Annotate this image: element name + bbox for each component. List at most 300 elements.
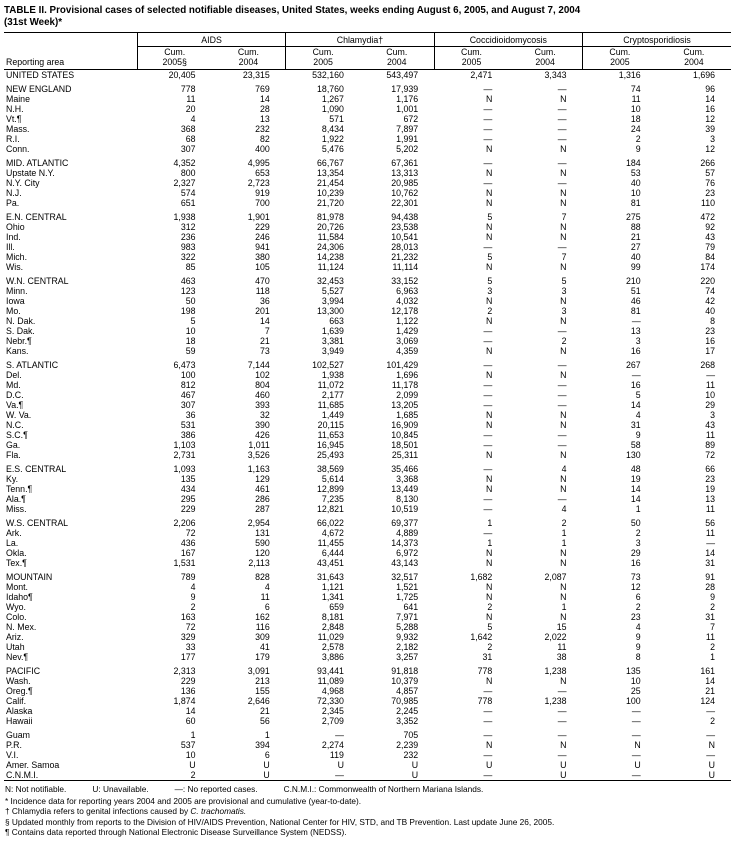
value-cell: 789 — [180, 572, 196, 582]
value-cell: 210 — [626, 276, 641, 286]
value-cell: 3,381 — [321, 336, 344, 346]
reporting-area-cell: Nebr.¶ — [6, 336, 32, 346]
value-cell: 5 — [561, 276, 567, 286]
value-cell: 8,130 — [396, 494, 419, 504]
value-cell: 2 — [561, 518, 567, 528]
value-cell: 1,093 — [173, 464, 196, 474]
table-row — [4, 158, 731, 168]
value-cell: 21,232 — [391, 252, 419, 262]
value-cell: 800 — [180, 168, 196, 178]
value-cell: 14,238 — [317, 252, 344, 262]
value-cell: — — [483, 730, 493, 740]
value-cell: 91,818 — [391, 666, 419, 676]
reporting-area-cell: Vt.¶ — [6, 114, 22, 124]
reporting-area-cell: N.J. — [6, 188, 22, 198]
value-cell: N — [560, 94, 567, 104]
value-cell: 232 — [403, 750, 419, 760]
value-cell: 28 — [705, 582, 715, 592]
value-cell: 5 — [487, 622, 493, 632]
reporting-area-cell: Va.¶ — [6, 400, 24, 410]
col-header-coccidioidomycosis-cum-2005: Cum. 2005 — [434, 47, 508, 70]
value-cell: 155 — [255, 686, 270, 696]
value-cell: 12 — [705, 114, 715, 124]
value-cell: 6,963 — [396, 286, 419, 296]
value-cell: 40 — [630, 178, 641, 188]
value-cell: 56 — [259, 716, 270, 726]
value-cell: 1,874 — [173, 696, 196, 706]
footnote-section: § Updated monthly from reports to the Division of HIV/AIDS Prevention, National Center for HIV, STD, and TB Prevention. Last update June 26, 2005. — [5, 816, 555, 827]
value-cell: 21,454 — [317, 178, 344, 188]
value-cell: N — [560, 592, 567, 602]
value-cell: 229 — [180, 676, 196, 686]
value-cell: 43 — [705, 232, 715, 242]
table-row — [4, 390, 731, 400]
value-cell: 12,899 — [317, 484, 344, 494]
value-cell: 295 — [180, 494, 196, 504]
value-cell: 11 — [705, 380, 715, 390]
value-cell: 2,245 — [396, 706, 419, 716]
value-cell: 3 — [635, 538, 641, 548]
value-cell: 436 — [180, 538, 196, 548]
col-header-aids-cum-2005: Cum. 2005§ — [137, 47, 211, 70]
value-cell: 21 — [630, 232, 641, 242]
value-cell: 2,954 — [247, 518, 270, 528]
table-row — [4, 504, 731, 514]
value-cell: — — [706, 706, 715, 716]
value-cell: 53 — [630, 168, 641, 178]
table-row — [4, 198, 731, 208]
value-cell: 72,330 — [317, 696, 344, 706]
value-cell: N — [485, 474, 493, 484]
value-cell: 651 — [180, 198, 196, 208]
value-cell: 4 — [635, 410, 641, 420]
value-cell: 161 — [700, 666, 715, 676]
reporting-area-cell: Maine — [6, 94, 30, 104]
table-row — [4, 612, 731, 622]
value-cell: 18,501 — [391, 440, 419, 450]
value-cell: — — [631, 370, 641, 380]
value-cell: 4 — [190, 114, 196, 124]
table-row — [4, 188, 731, 198]
reporting-area-cell: Conn. — [6, 144, 30, 154]
value-cell: N — [485, 410, 493, 420]
reporting-area-cell: MOUNTAIN — [6, 572, 53, 582]
table-row — [4, 548, 731, 558]
value-cell: — — [483, 84, 493, 94]
value-cell: 12 — [705, 144, 715, 154]
value-cell: 2 — [635, 528, 641, 538]
table-row — [4, 676, 731, 686]
value-cell: 84 — [705, 252, 715, 262]
value-cell: — — [706, 750, 715, 760]
value-cell: 9 — [190, 592, 196, 602]
reporting-area-cell: Ky. — [6, 474, 19, 484]
value-cell: 3,352 — [396, 716, 419, 726]
value-cell: 705 — [403, 730, 419, 740]
reporting-area-cell: NEW ENGLAND — [6, 84, 72, 94]
value-cell: 12,821 — [317, 504, 344, 514]
value-cell: 81,978 — [317, 212, 344, 222]
value-cell: 24,306 — [317, 242, 344, 252]
value-cell: 58 — [630, 440, 641, 450]
value-cell: 31 — [630, 420, 641, 430]
value-cell: 8 — [635, 652, 641, 662]
value-cell: N — [485, 548, 493, 558]
value-cell: — — [557, 390, 567, 400]
value-cell: U — [708, 760, 715, 770]
value-cell: 7 — [710, 622, 715, 632]
reporting-area-cell: N. Dak. — [6, 316, 36, 326]
reporting-area-cell: S.C.¶ — [6, 430, 28, 440]
value-cell: N — [560, 420, 567, 430]
value-cell: 4,968 — [321, 686, 344, 696]
reporting-area-cell: Alaska — [6, 706, 33, 716]
value-cell: 66,767 — [317, 158, 344, 168]
value-cell: 1,901 — [247, 212, 270, 222]
value-cell: U — [485, 760, 493, 770]
value-cell: 5,476 — [321, 144, 344, 154]
value-cell: 25,311 — [391, 450, 419, 460]
value-cell: 16 — [705, 336, 715, 346]
value-cell: 6 — [264, 602, 270, 612]
value-cell: 13,300 — [317, 306, 344, 316]
column-group-header-row — [4, 33, 731, 47]
value-cell: — — [557, 326, 567, 336]
value-cell: 672 — [403, 114, 419, 124]
value-cell: N — [560, 168, 567, 178]
legend-cnmi: C.N.M.I.: Commonwealth of Northern Mariana Islands. — [283, 784, 484, 794]
value-cell: 50 — [630, 518, 641, 528]
value-cell: 10 — [185, 326, 196, 336]
value-cell: 27 — [630, 242, 641, 252]
value-cell: 4 — [561, 464, 567, 474]
value-cell: 110 — [700, 198, 715, 208]
value-cell: 3,994 — [321, 296, 344, 306]
value-cell: 3 — [710, 410, 715, 420]
table-row — [4, 440, 731, 450]
table-row — [4, 222, 731, 232]
reporting-area-cell: Md. — [6, 380, 21, 390]
value-cell: 33 — [185, 642, 196, 652]
table-row — [4, 326, 731, 336]
reporting-area-cell: Calif. — [6, 696, 27, 706]
table-row — [4, 494, 731, 504]
table-title-line1: TABLE II. Provisional cases of selected notifiable diseases, United States, weeks ending August 6, 2005, and August 7, 2004 — [4, 5, 581, 16]
value-cell: 3,069 — [396, 336, 419, 346]
value-cell: 941 — [255, 242, 270, 252]
value-cell: N — [485, 612, 493, 622]
value-cell: 8,434 — [321, 124, 344, 134]
value-cell: 13,313 — [391, 168, 419, 178]
value-cell: N — [560, 548, 567, 558]
value-cell: 11,124 — [317, 262, 344, 272]
value-cell: 2,274 — [321, 740, 344, 750]
value-cell: 11,072 — [317, 380, 344, 390]
value-cell: 1,163 — [247, 464, 270, 474]
value-cell: 68 — [185, 134, 196, 144]
value-cell: U — [560, 770, 567, 780]
value-cell: 20,985 — [391, 178, 419, 188]
value-cell: 177 — [180, 652, 196, 662]
value-cell: U — [411, 760, 419, 770]
value-cell: 10,762 — [391, 188, 419, 198]
value-cell: 14 — [630, 400, 641, 410]
table-title-line2: (31st Week)* — [4, 16, 63, 28]
reporting-area-cell: S. Dak. — [6, 326, 35, 336]
value-cell: 434 — [180, 484, 196, 494]
value-cell: 18,760 — [317, 84, 344, 94]
value-cell: N — [560, 370, 567, 380]
value-cell: N — [485, 296, 493, 306]
value-cell: 16 — [705, 104, 715, 114]
value-cell: 20,115 — [317, 420, 344, 430]
table-row — [4, 750, 731, 760]
value-cell: U — [337, 760, 344, 770]
value-cell: 82 — [259, 134, 270, 144]
value-cell: 663 — [329, 316, 344, 326]
value-cell: 32,453 — [317, 276, 344, 286]
value-cell: 21 — [259, 706, 270, 716]
table-row — [4, 592, 731, 602]
table-row — [4, 296, 731, 306]
value-cell: 1,639 — [321, 326, 344, 336]
value-cell: 5 — [487, 252, 493, 262]
col-header-chlamydia-cum-2004: Cum. 2004 — [360, 47, 434, 70]
reporting-area-cell: Ohio — [6, 222, 25, 232]
value-cell: 72 — [185, 622, 196, 632]
table-row — [4, 144, 731, 154]
value-cell: — — [557, 114, 567, 124]
value-cell: 4 — [264, 582, 270, 592]
value-cell: — — [557, 242, 567, 252]
value-cell: 9,932 — [396, 632, 419, 642]
value-cell: N — [485, 222, 493, 232]
table-row — [4, 484, 731, 494]
value-cell: 1,429 — [396, 326, 419, 336]
value-cell: 118 — [255, 286, 270, 296]
value-cell: 3 — [487, 286, 493, 296]
value-cell: 2 — [487, 642, 493, 652]
value-cell: — — [557, 104, 567, 114]
value-cell: 19 — [630, 474, 641, 484]
value-cell: N — [560, 346, 567, 356]
group-header-cryptosporidiosis — [583, 33, 731, 47]
value-cell: 2,313 — [173, 666, 196, 676]
value-cell: N — [634, 740, 641, 750]
value-cell: 10 — [630, 676, 641, 686]
value-cell: N — [560, 450, 567, 460]
value-cell: 700 — [255, 198, 270, 208]
reporting-area-cell: W. Va. — [6, 410, 32, 420]
value-cell: 13,205 — [391, 400, 419, 410]
value-cell: 6,972 — [396, 548, 419, 558]
value-cell: — — [483, 686, 493, 696]
table-row — [4, 286, 731, 296]
table-row — [4, 518, 731, 528]
value-cell: 40 — [705, 306, 715, 316]
reporting-area-cell: Guam — [6, 730, 30, 740]
value-cell: — — [631, 730, 641, 740]
value-cell: — — [483, 114, 493, 124]
col-header-aids-cum-2004: Cum. 2004 — [212, 47, 286, 70]
value-cell: 124 — [700, 696, 715, 706]
value-cell: 14 — [705, 548, 715, 558]
value-cell: — — [483, 464, 493, 474]
value-cell: 17,939 — [391, 84, 419, 94]
value-cell: 3 — [561, 286, 567, 296]
value-cell: 74 — [630, 84, 641, 94]
value-cell: 1,696 — [396, 370, 419, 380]
col-header-cryptosporidiosis-cum-2005: Cum. 2005 — [583, 47, 657, 70]
value-cell: 31 — [482, 652, 493, 662]
value-cell: 2 — [710, 602, 715, 612]
value-cell: 10,379 — [391, 676, 419, 686]
value-cell: 14 — [705, 676, 715, 686]
value-cell: N — [485, 558, 493, 568]
value-cell: 9 — [710, 592, 715, 602]
reporting-area-cell: Mass. — [6, 124, 30, 134]
value-cell: N — [485, 346, 493, 356]
value-cell: N — [485, 740, 493, 750]
group-label-aids: AIDS — [201, 34, 222, 45]
reporting-area-cell: S. ATLANTIC — [6, 360, 59, 370]
value-cell: 467 — [180, 390, 196, 400]
value-cell: — — [557, 84, 567, 94]
value-cell: 38,569 — [317, 464, 344, 474]
value-cell: 390 — [255, 420, 270, 430]
value-cell: 1,531 — [173, 558, 196, 568]
value-cell: 1,238 — [544, 696, 567, 706]
value-cell: N — [560, 262, 567, 272]
value-cell: 17 — [705, 346, 715, 356]
value-cell: 99 — [630, 262, 641, 272]
value-cell: 286 — [255, 494, 270, 504]
table-row — [4, 642, 731, 652]
reporting-area-cell: Amer. Samoa — [6, 760, 60, 770]
col-header-coccidioidomycosis-cum-2004: Cum. 2004 — [508, 47, 582, 70]
value-cell: 85 — [185, 262, 196, 272]
value-cell: 5 — [487, 212, 493, 222]
table-row — [4, 178, 731, 188]
value-cell: 2,709 — [321, 716, 344, 726]
value-cell: 29 — [705, 400, 715, 410]
value-cell: N — [708, 740, 715, 750]
value-cell: — — [631, 316, 641, 326]
value-cell: 394 — [255, 740, 270, 750]
value-cell: 10 — [705, 390, 715, 400]
value-cell: 41 — [259, 642, 270, 652]
value-cell: — — [557, 158, 567, 168]
value-cell: — — [483, 400, 493, 410]
value-cell: 38 — [556, 652, 567, 662]
value-cell: 12 — [630, 582, 641, 592]
reporting-area-cell: Tex.¶ — [6, 558, 27, 568]
value-cell: 532,160 — [312, 70, 344, 80]
value-cell: 32 — [259, 410, 270, 420]
value-cell: 1 — [264, 730, 270, 740]
value-cell: — — [483, 504, 493, 514]
value-cell: 9 — [635, 430, 641, 440]
value-cell: 3,368 — [396, 474, 419, 484]
value-cell: 386 — [180, 430, 196, 440]
value-cell: — — [483, 770, 493, 780]
value-cell: N — [560, 582, 567, 592]
value-cell: 2 — [190, 770, 196, 780]
col-header-cryptosporidiosis-cum-2004: Cum. 2004 — [657, 47, 731, 70]
value-cell: 470 — [255, 276, 270, 286]
reporting-area-cell: C.N.M.I. — [6, 770, 39, 780]
value-cell: 2,731 — [173, 450, 196, 460]
value-cell: 2,087 — [544, 572, 567, 582]
value-cell: N — [485, 188, 493, 198]
reporting-area-cell: E.N. CENTRAL — [6, 212, 67, 222]
value-cell: 135 — [180, 474, 196, 484]
value-cell: 59 — [185, 346, 196, 356]
value-cell: 8,181 — [321, 612, 344, 622]
value-cell: 60 — [185, 716, 196, 726]
reporting-area-cell: PACIFIC — [6, 666, 41, 676]
value-cell: 11,653 — [317, 430, 344, 440]
value-cell: 2,723 — [247, 178, 270, 188]
value-cell: — — [483, 494, 493, 504]
value-cell: 307 — [180, 144, 196, 154]
reporting-area-cell: Ala.¶ — [6, 494, 26, 504]
reporting-area-cell: D.C. — [6, 390, 24, 400]
reporting-area-cell: N.H. — [6, 104, 24, 114]
table-row — [4, 168, 731, 178]
value-cell: 11,455 — [317, 538, 344, 548]
value-cell: 73 — [630, 572, 641, 582]
value-cell: 201 — [255, 306, 270, 316]
value-cell: — — [557, 380, 567, 390]
value-cell: 1,011 — [248, 440, 270, 450]
value-cell: N — [485, 144, 493, 154]
value-cell: 2,646 — [247, 696, 270, 706]
reporting-area-cell: Mich. — [6, 252, 28, 262]
value-cell: 31 — [705, 612, 715, 622]
value-cell: 69,377 — [391, 518, 419, 528]
value-cell: — — [557, 686, 567, 696]
value-cell: 28 — [259, 104, 270, 114]
value-cell: 66 — [705, 464, 715, 474]
value-cell: 2 — [487, 602, 493, 612]
value-cell: 309 — [255, 632, 270, 642]
value-cell: 20 — [185, 104, 196, 114]
table-row — [4, 572, 731, 582]
value-cell: 3,257 — [396, 652, 419, 662]
reporting-area-cell: Kans. — [6, 346, 29, 356]
value-cell: 1 — [561, 528, 567, 538]
value-cell: 2 — [710, 642, 715, 652]
value-cell: 11 — [557, 642, 567, 652]
value-cell: 56 — [705, 518, 715, 528]
value-cell: — — [483, 360, 493, 370]
table-body — [4, 70, 731, 781]
value-cell: 15 — [556, 622, 567, 632]
value-cell: — — [483, 178, 493, 188]
table-row — [4, 652, 731, 662]
value-cell: 2,022 — [544, 632, 567, 642]
value-cell: 11,089 — [317, 676, 344, 686]
value-cell: 16 — [630, 558, 641, 568]
value-cell: 10,519 — [391, 504, 419, 514]
value-cell: 3 — [561, 306, 567, 316]
table-row — [4, 730, 731, 740]
value-cell: 81 — [630, 198, 641, 208]
value-cell: 2 — [710, 716, 715, 726]
value-cell: — — [483, 430, 493, 440]
value-cell: — — [557, 494, 567, 504]
